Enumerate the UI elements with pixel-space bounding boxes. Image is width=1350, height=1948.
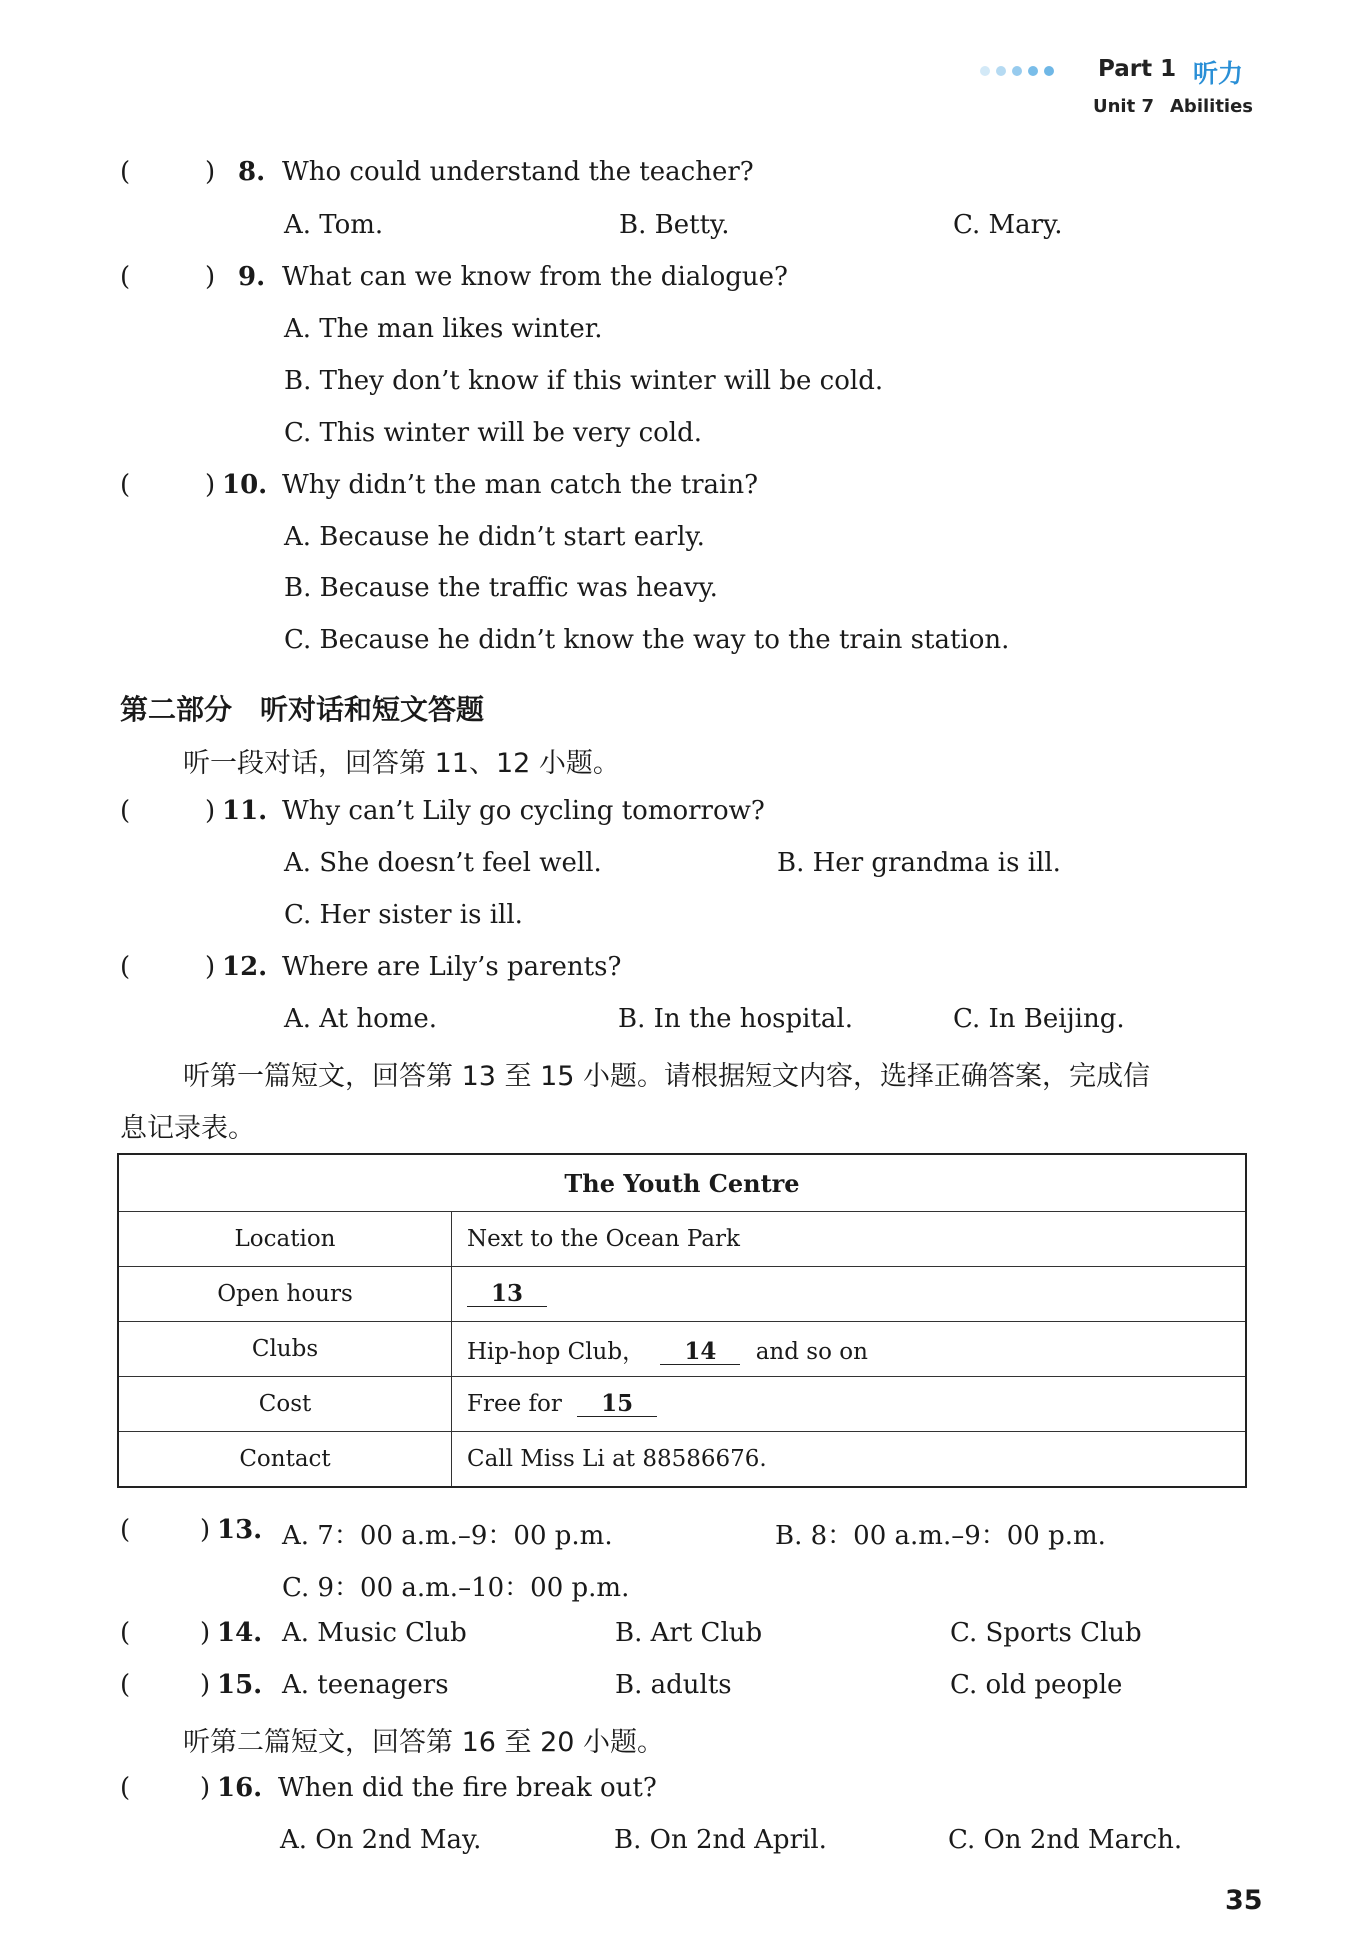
- table-title: The Youth Centre: [118, 1154, 1246, 1212]
- question-number: 11.: [222, 796, 268, 826]
- option: B. Because the traffic was heavy.: [284, 573, 718, 603]
- question-number: 9.: [238, 262, 266, 292]
- answer-bracket-close: ): [205, 157, 216, 187]
- header-unit: Unit 7: [1093, 96, 1154, 117]
- option: A. Tom.: [284, 210, 384, 240]
- answer-bracket-open: (: [120, 952, 131, 982]
- option: C. In Beijing.: [953, 1004, 1125, 1034]
- question-number: 16.: [217, 1773, 263, 1803]
- option: A. Because he didn’t start early.: [284, 522, 705, 552]
- option: B. Betty.: [619, 210, 730, 240]
- value-prefix: Free for: [467, 1390, 562, 1417]
- passage-instruction: 听第二篇短文，回答第 16 至 20 小题。: [183, 1727, 665, 1758]
- option: B. Art Club: [615, 1618, 763, 1648]
- row-value: [452, 1377, 1247, 1432]
- question-number: 10.: [222, 470, 268, 500]
- answer-bracket-open: (: [120, 796, 131, 826]
- dot-icon: [1028, 66, 1038, 76]
- answer-bracket-close: ): [205, 796, 216, 826]
- answer-bracket-open: (: [120, 262, 131, 292]
- option: A. 7：00 a.m.–9：00 p.m.: [282, 1521, 613, 1551]
- option: B. They don’t know if this winter will be cold.: [284, 366, 884, 396]
- option: B. On 2nd April.: [614, 1825, 827, 1855]
- question-text: When did the fire break out?: [278, 1773, 657, 1803]
- header-part: Part 1: [1098, 56, 1177, 82]
- table-row: [118, 1432, 1246, 1488]
- option: C. Sports Club: [950, 1618, 1142, 1648]
- dot-icon: [980, 66, 990, 76]
- option: B. 8：00 a.m.–9：00 p.m.: [775, 1521, 1106, 1551]
- section-heading: 第二部分 听对话和短文答题: [120, 693, 485, 726]
- option: B. In the hospital.: [618, 1004, 853, 1034]
- page-number: 35: [1225, 1885, 1263, 1916]
- question-text: Why can’t Lily go cycling tomorrow?: [282, 796, 765, 826]
- option: C. On 2nd March.: [948, 1825, 1183, 1855]
- option: C. old people: [950, 1670, 1123, 1700]
- header-section-title: 听力: [1193, 59, 1244, 88]
- question-number: 14.: [217, 1618, 263, 1648]
- question-number: 8.: [238, 157, 266, 187]
- question-text: Why didn’t the man catch the train?: [282, 470, 759, 500]
- option: A. teenagers: [282, 1670, 449, 1700]
- answer-bracket-close: ): [200, 1618, 211, 1648]
- option: A. The man likes winter.: [284, 314, 603, 344]
- header-unit-title: Abilities: [1170, 96, 1254, 117]
- option: C. Because he didn’t know the way to the train station.: [284, 625, 1010, 655]
- answer-bracket-close: ): [205, 952, 216, 982]
- row-value: Call Miss Li at 88586676.: [452, 1432, 1247, 1488]
- answer-blank[interactable]: 14: [660, 1339, 740, 1365]
- option: A. At home.: [284, 1004, 438, 1034]
- answer-bracket-open: (: [120, 1773, 131, 1803]
- answer-bracket-close: ): [200, 1515, 211, 1545]
- answer-bracket-close: ): [200, 1773, 211, 1803]
- option: B. adults: [615, 1670, 732, 1700]
- answer-bracket-open: (: [120, 1515, 131, 1545]
- table-row: [118, 1377, 1246, 1432]
- row-value: [452, 1267, 1247, 1322]
- answer-blank[interactable]: 13: [467, 1281, 547, 1307]
- dialogue-instruction: 听一段对话，回答第 11、12 小题。: [183, 748, 620, 779]
- row-label: Cost: [118, 1377, 452, 1432]
- dot-icon: [1012, 66, 1022, 76]
- table-row: [118, 1212, 1246, 1267]
- answer-bracket-close: ): [200, 1670, 211, 1700]
- value-prefix: Hip-hop Club，: [467, 1338, 646, 1365]
- question-number: 15.: [217, 1670, 263, 1700]
- option: C. This winter will be very cold.: [284, 418, 703, 448]
- header-dots-decoration: [980, 66, 1054, 76]
- table-row: [118, 1322, 1246, 1377]
- info-record-table: [117, 1153, 1247, 1488]
- question-text: Where are Lily’s parents?: [282, 952, 622, 982]
- value-suffix: and so on: [755, 1338, 868, 1365]
- row-label: Open hours: [118, 1267, 452, 1322]
- answer-bracket-open: (: [120, 157, 131, 187]
- option: A. She doesn’t feel well.: [284, 848, 602, 878]
- answer-bracket-close: ): [205, 262, 216, 292]
- answer-bracket-open: (: [120, 1670, 131, 1700]
- question-text: What can we know from the dialogue?: [282, 262, 788, 292]
- row-value: [452, 1322, 1247, 1377]
- question-number: 12.: [222, 952, 268, 982]
- dot-icon: [996, 66, 1006, 76]
- option: C. Her sister is ill.: [284, 900, 523, 930]
- option: A. On 2nd May.: [280, 1825, 482, 1855]
- option: B. Her grandma is ill.: [777, 848, 1061, 878]
- question-number: 13.: [217, 1515, 263, 1545]
- row-label: Contact: [118, 1432, 452, 1488]
- answer-bracket-open: (: [120, 470, 131, 500]
- passage-instruction: 听第一篇短文，回答第 13 至 15 小题。请根据短文内容，选择正确答案，完成信: [183, 1061, 1151, 1092]
- option: C. Mary.: [953, 210, 1063, 240]
- table-row: [118, 1267, 1246, 1322]
- answer-bracket-close: ): [205, 470, 216, 500]
- question-text: Who could understand the teacher?: [282, 157, 754, 187]
- answer-blank[interactable]: 15: [577, 1391, 657, 1417]
- passage-instruction-cont: 息记录表。: [120, 1113, 255, 1144]
- option: A. Music Club: [282, 1618, 467, 1648]
- row-value: Next to the Ocean Park: [452, 1212, 1247, 1267]
- row-label: Location: [118, 1212, 452, 1267]
- dot-icon: [1044, 66, 1054, 76]
- answer-bracket-open: (: [120, 1618, 131, 1648]
- option: C. 9：00 a.m.–10：00 p.m.: [282, 1573, 630, 1603]
- row-label: Clubs: [118, 1322, 452, 1377]
